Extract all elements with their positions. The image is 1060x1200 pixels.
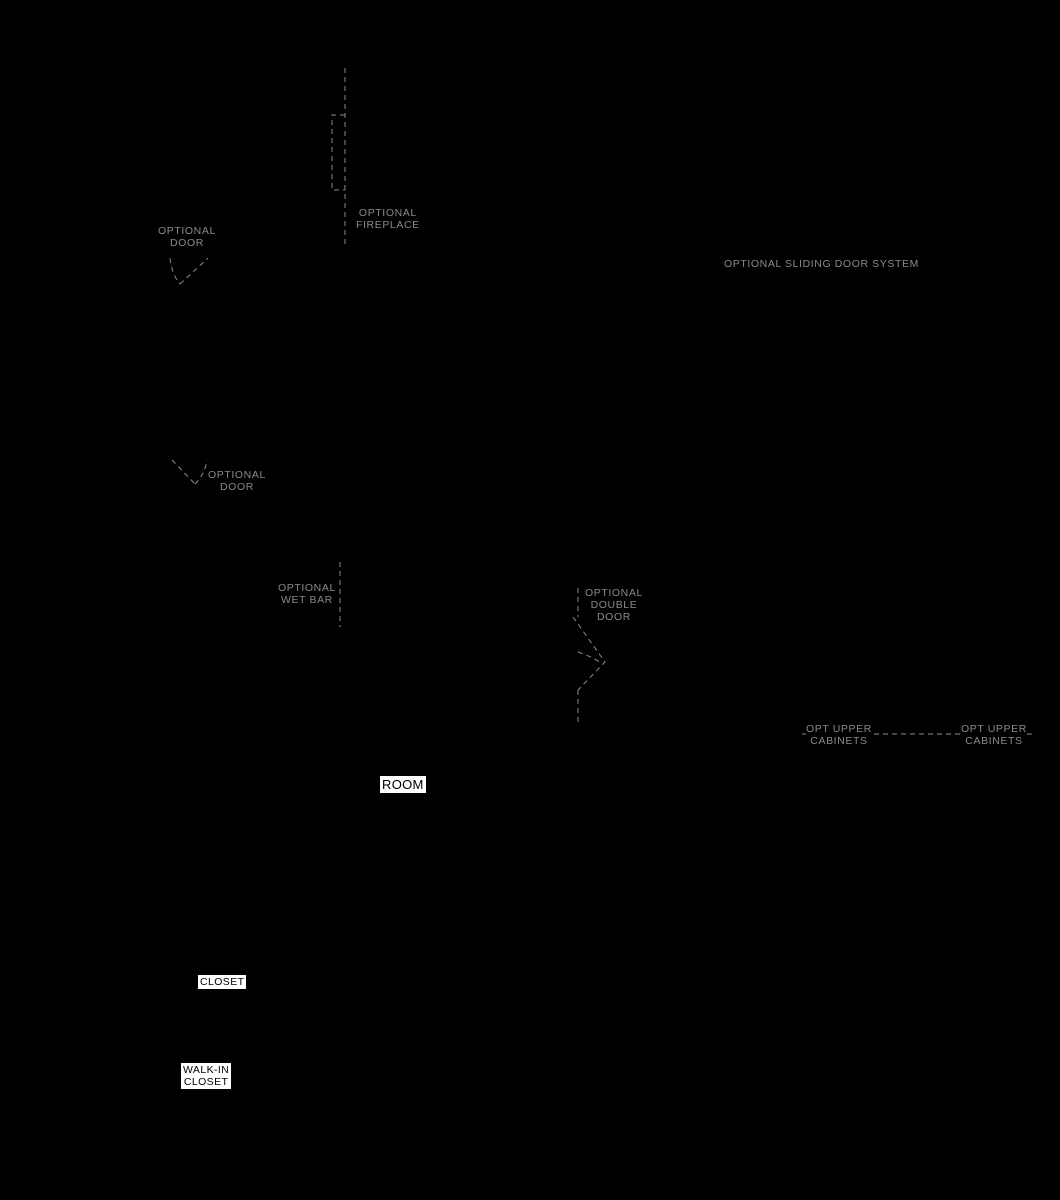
room-label-text: ROOM xyxy=(382,777,424,792)
optional-wet-bar-label xyxy=(278,582,336,606)
optional-fireplace-line-2: FIREPLACE xyxy=(356,219,420,231)
opt-upper-cabinets-right-line-2: CABINETS xyxy=(965,735,1023,747)
optional-double-door-label xyxy=(585,587,643,623)
optional-double-door-line-3: DOOR xyxy=(597,611,631,623)
optional-door-upper-swing xyxy=(170,258,208,284)
optional-fireplace-line-1: OPTIONAL xyxy=(358,207,417,219)
opt-upper-cabinets-left-label xyxy=(806,723,872,747)
closet-label xyxy=(198,975,246,989)
optional-door-lower-label xyxy=(208,469,266,493)
optional-sliding-door-text: OPTIONAL SLIDING DOOR SYSTEM xyxy=(724,258,919,270)
optional-door-upper-line-1: OPTIONAL xyxy=(158,225,216,237)
closet-label-text: CLOSET xyxy=(200,976,245,988)
optional-double-door-line-1: OPTIONAL xyxy=(585,587,643,599)
optional-door-lower-swing xyxy=(172,460,207,484)
opt-upper-cabinets-right-line-1: OPT UPPER xyxy=(961,723,1027,735)
optional-fireplace-outline xyxy=(332,68,345,245)
optional-wet-bar-line-1: OPTIONAL xyxy=(278,582,336,594)
optional-door-upper-line-2: DOOR xyxy=(170,237,204,249)
optional-wet-bar-line-2: WET BAR xyxy=(281,594,333,606)
opt-upper-cabinets-right-label xyxy=(961,723,1027,747)
walk-in-closet-label xyxy=(181,1063,231,1089)
walk-in-closet-line-1: WALK-IN xyxy=(183,1064,230,1076)
optional-door-lower-line-2: DOOR xyxy=(220,481,254,493)
opt-upper-cabinets-left-line-1: OPT UPPER xyxy=(806,723,872,735)
optional-door-lower-line-1: OPTIONAL xyxy=(208,469,266,481)
optional-door-upper-label xyxy=(158,225,216,249)
optional-double-door-line-2: DOUBLE xyxy=(590,599,638,611)
optional-fireplace-label xyxy=(356,207,420,231)
room-label xyxy=(380,776,426,793)
walk-in-closet-line-2: CLOSET xyxy=(183,1076,229,1088)
opt-upper-cabinets-left-line-2: CABINETS xyxy=(810,735,868,747)
optional-sliding-door-label xyxy=(724,258,919,270)
